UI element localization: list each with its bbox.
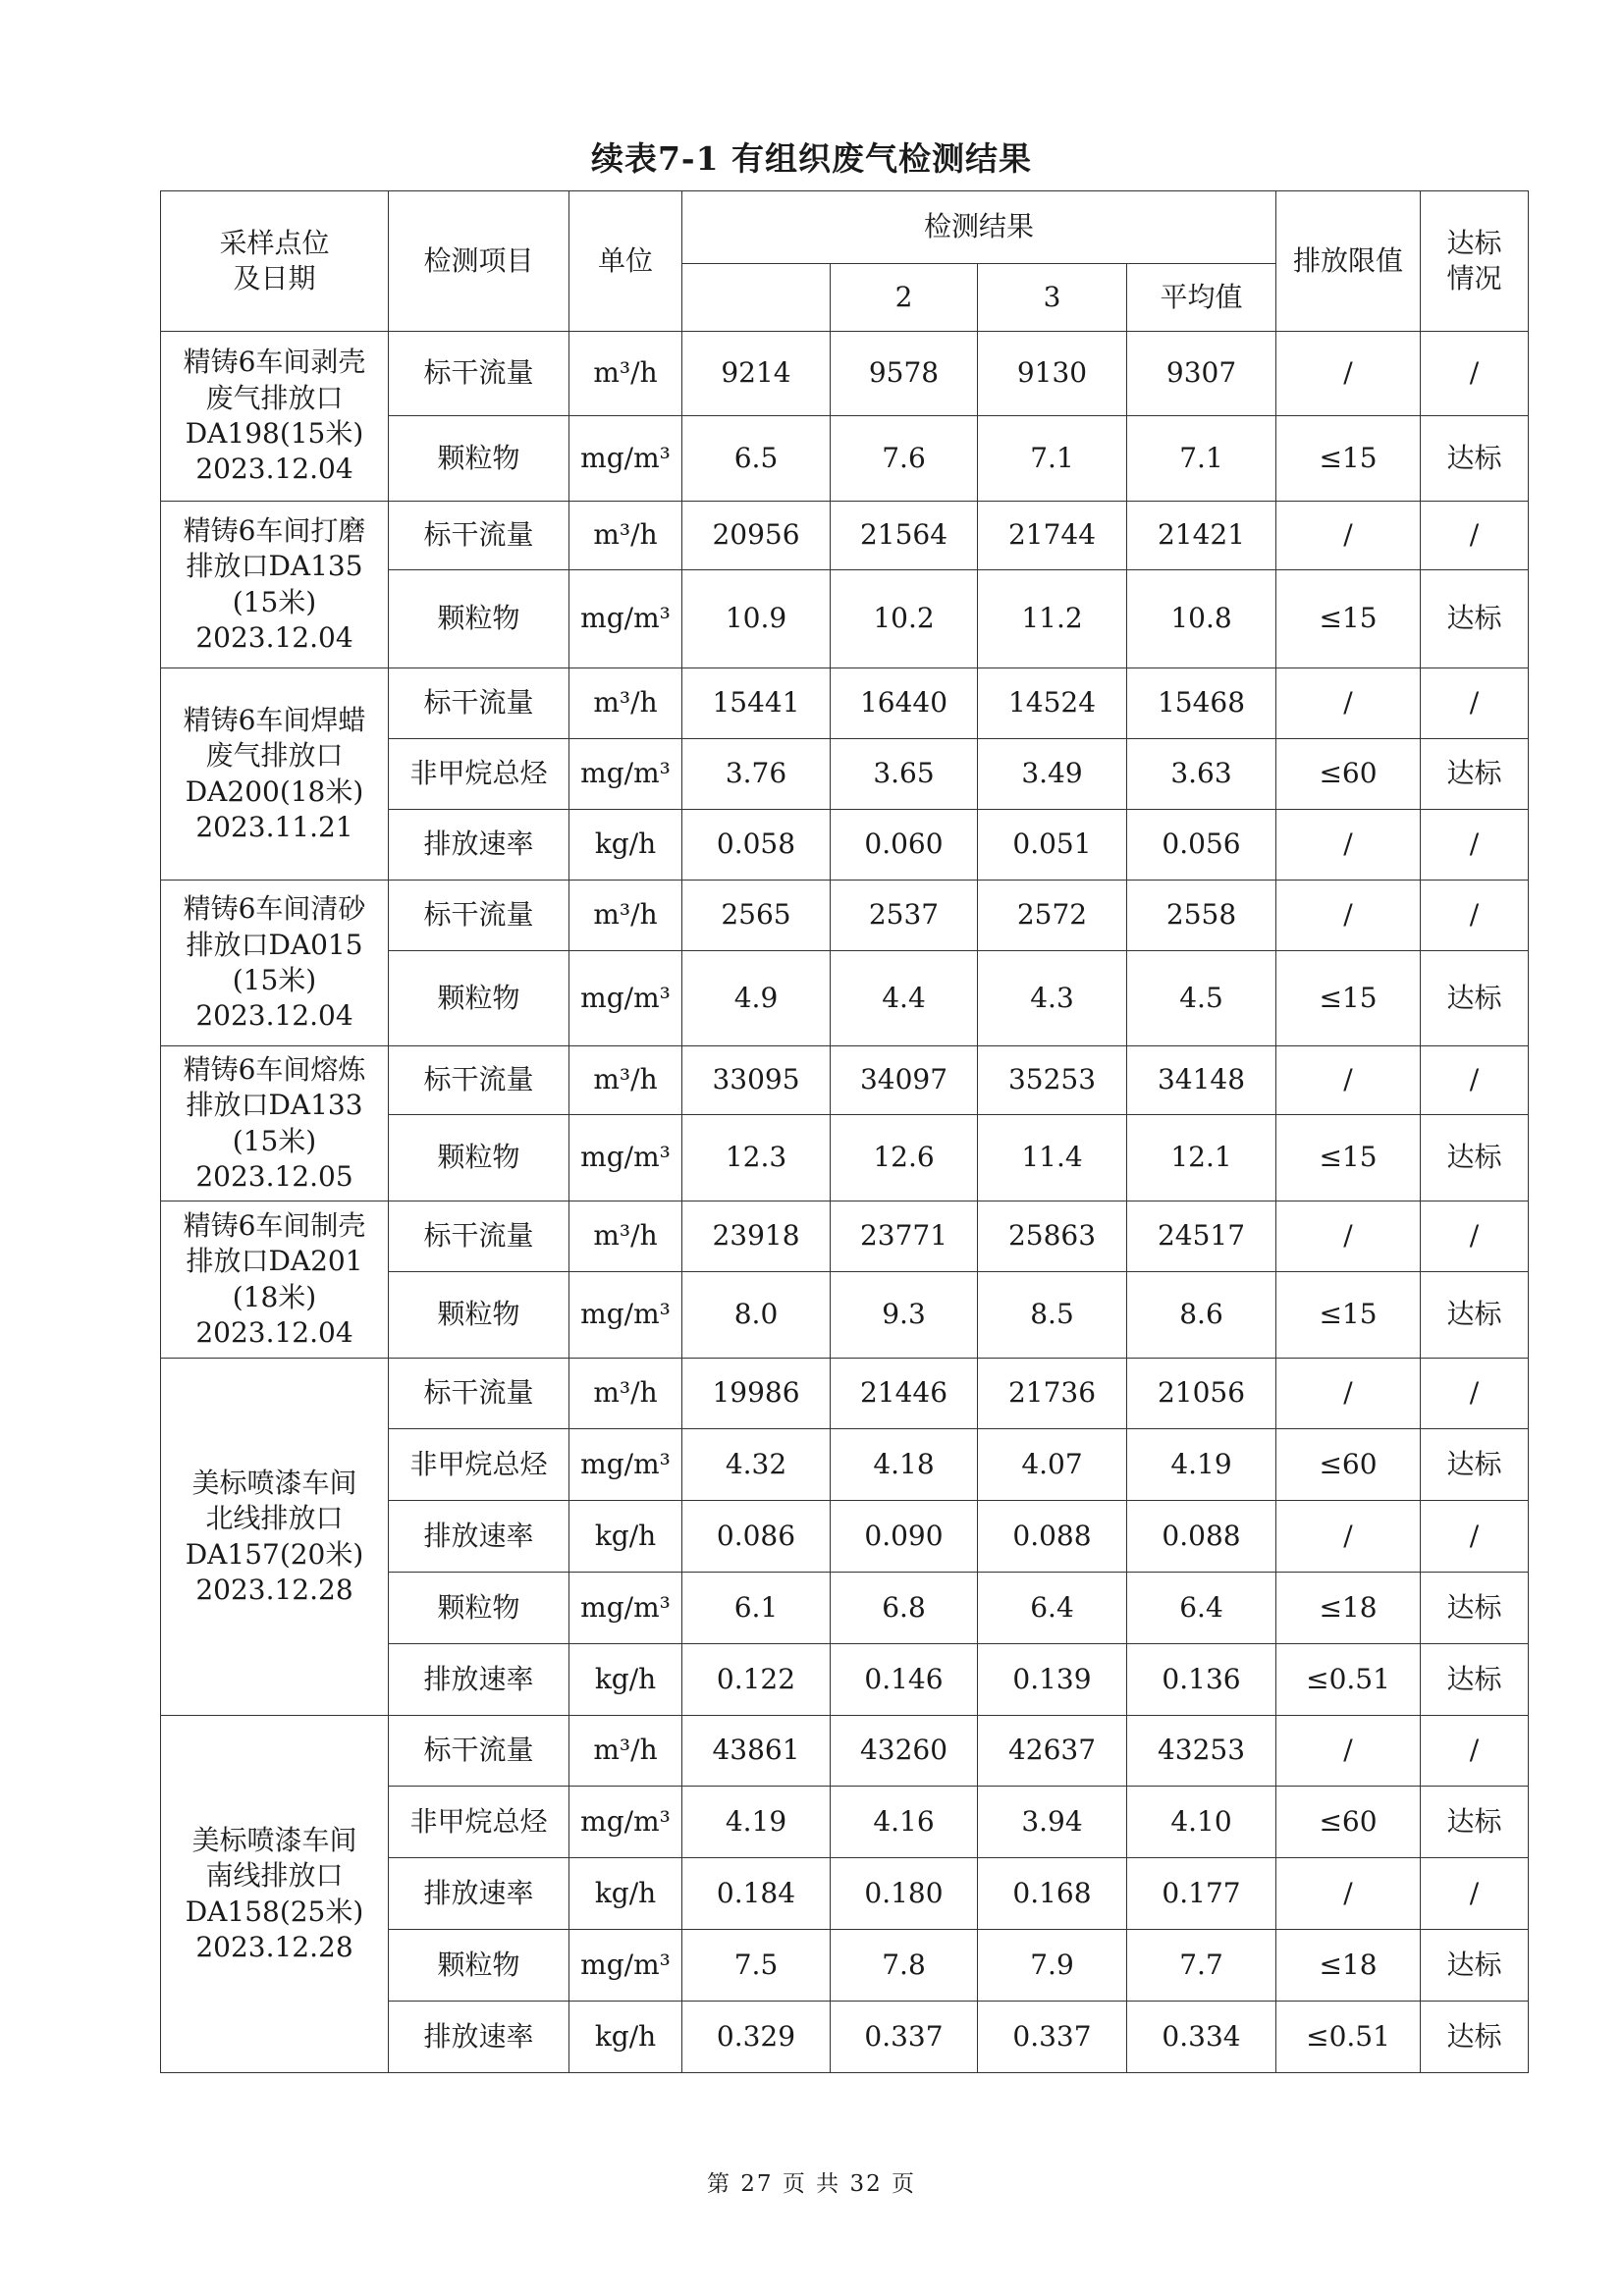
result-cell: 7.6 bbox=[831, 416, 978, 502]
result-cell: 0.139 bbox=[978, 1644, 1127, 1716]
site-line: (15米) bbox=[232, 964, 317, 996]
site-line: 精铸6车间清砂 bbox=[183, 892, 366, 926]
average-cell: 0.136 bbox=[1127, 1644, 1276, 1716]
average-cell: 4.19 bbox=[1127, 1429, 1276, 1501]
sampling-site-cell bbox=[161, 881, 389, 1046]
average-cell: 6.4 bbox=[1127, 1573, 1276, 1644]
result-cell: 7.1 bbox=[978, 416, 1127, 502]
site-line: 排放口DA133 bbox=[186, 1089, 363, 1122]
unit-cell: m³/h bbox=[569, 1359, 682, 1429]
result-cell: 10.2 bbox=[831, 570, 978, 668]
result-cell: 3.49 bbox=[978, 739, 1127, 810]
average-cell: 0.056 bbox=[1127, 810, 1276, 881]
result-cell: 42637 bbox=[978, 1716, 1127, 1787]
site-line: 南线排放口 bbox=[205, 1859, 344, 1893]
site-line: 精铸6车间熔炼 bbox=[183, 1052, 366, 1086]
site-line: 精铸6车间打磨 bbox=[183, 513, 366, 547]
status-cell: 达标 bbox=[1421, 1930, 1529, 2002]
item-cell: 非甲烷总烃 bbox=[389, 1787, 569, 1858]
header-run-2: 2 bbox=[831, 264, 978, 332]
header-site-line: 采样点位 bbox=[219, 226, 330, 259]
header-site-line: 及日期 bbox=[233, 262, 316, 294]
result-cell: 4.3 bbox=[978, 951, 1127, 1046]
limit-cell: / bbox=[1276, 1359, 1421, 1429]
unit-cell: mg/m³ bbox=[569, 570, 682, 668]
result-cell: 0.146 bbox=[831, 1644, 978, 1716]
item-cell: 颗粒物 bbox=[389, 570, 569, 668]
site-line: 2023.12.04 bbox=[195, 453, 353, 486]
site-line: DA198(15米) bbox=[185, 417, 364, 450]
status-cell: 达标 bbox=[1421, 1272, 1529, 1359]
site-line: DA200(18米) bbox=[185, 774, 364, 808]
site-line: 废气排放口 bbox=[205, 381, 344, 414]
result-cell: 43861 bbox=[682, 1716, 831, 1787]
limit-cell: / bbox=[1276, 1716, 1421, 1787]
limit-cell: ≤15 bbox=[1276, 1272, 1421, 1359]
site-line: 2023.12.04 bbox=[195, 1315, 353, 1349]
result-cell: 0.184 bbox=[682, 1858, 831, 1930]
site-line: (18米) bbox=[232, 1280, 317, 1313]
status-cell: / bbox=[1421, 810, 1529, 881]
result-cell: 19986 bbox=[682, 1359, 831, 1429]
result-cell: 4.16 bbox=[831, 1787, 978, 1858]
site-line: 美标喷漆车间 bbox=[191, 1823, 357, 1856]
status-cell: / bbox=[1421, 1501, 1529, 1573]
limit-cell: ≤18 bbox=[1276, 1930, 1421, 2002]
table-row bbox=[161, 502, 1529, 570]
site-line: 2023.12.04 bbox=[195, 999, 353, 1033]
item-cell: 颗粒物 bbox=[389, 1930, 569, 2002]
item-cell: 颗粒物 bbox=[389, 416, 569, 502]
average-cell: 10.8 bbox=[1127, 570, 1276, 668]
item-cell: 标干流量 bbox=[389, 1046, 569, 1115]
site-line: 精铸6车间剥壳 bbox=[183, 346, 366, 379]
table-row bbox=[161, 1046, 1529, 1115]
average-cell: 43253 bbox=[1127, 1716, 1276, 1787]
result-cell: 3.94 bbox=[978, 1787, 1127, 1858]
limit-cell: ≤15 bbox=[1276, 1115, 1421, 1201]
result-cell: 23771 bbox=[831, 1201, 978, 1272]
result-cell: 23918 bbox=[682, 1201, 831, 1272]
sampling-site-cell bbox=[161, 668, 389, 881]
item-cell: 排放速率 bbox=[389, 1858, 569, 1930]
site-line: 排放口DA015 bbox=[186, 928, 363, 961]
result-cell: 0.060 bbox=[831, 810, 978, 881]
site-line: 2023.12.28 bbox=[195, 1573, 353, 1606]
site-line: 北线排放口 bbox=[205, 1502, 344, 1535]
status-cell: / bbox=[1421, 332, 1529, 416]
item-cell: 标干流量 bbox=[389, 502, 569, 570]
item-cell: 标干流量 bbox=[389, 1201, 569, 1272]
unit-cell: m³/h bbox=[569, 1201, 682, 1272]
result-cell: 8.0 bbox=[682, 1272, 831, 1359]
site-line: 精铸6车间焊蜡 bbox=[183, 703, 366, 736]
unit-cell: m³/h bbox=[569, 881, 682, 951]
item-cell: 排放速率 bbox=[389, 1501, 569, 1573]
site-line: 2023.11.21 bbox=[195, 810, 353, 843]
result-cell: 3.65 bbox=[831, 739, 978, 810]
unit-cell: mg/m³ bbox=[569, 739, 682, 810]
result-cell: 11.4 bbox=[978, 1115, 1127, 1201]
status-cell: 达标 bbox=[1421, 1429, 1529, 1501]
site-line: DA157(20米) bbox=[185, 1537, 364, 1571]
average-cell: 3.63 bbox=[1127, 739, 1276, 810]
site-line: (15米) bbox=[232, 1124, 317, 1157]
item-cell: 排放速率 bbox=[389, 2002, 569, 2073]
status-cell: / bbox=[1421, 502, 1529, 570]
header-status bbox=[1421, 191, 1529, 332]
result-cell: 8.5 bbox=[978, 1272, 1127, 1359]
average-cell: 0.334 bbox=[1127, 2002, 1276, 2073]
result-cell: 4.4 bbox=[831, 951, 978, 1046]
table-row bbox=[161, 332, 1529, 416]
header-site bbox=[161, 191, 389, 332]
average-cell: 0.177 bbox=[1127, 1858, 1276, 1930]
result-cell: 21564 bbox=[831, 502, 978, 570]
result-cell: 10.9 bbox=[682, 570, 831, 668]
unit-cell: m³/h bbox=[569, 332, 682, 416]
item-cell: 标干流量 bbox=[389, 332, 569, 416]
table-body bbox=[161, 332, 1529, 2073]
result-cell: 0.122 bbox=[682, 1644, 831, 1716]
status-cell: 达标 bbox=[1421, 1787, 1529, 1858]
unit-cell: kg/h bbox=[569, 1501, 682, 1573]
limit-cell: ≤15 bbox=[1276, 951, 1421, 1046]
sampling-site-cell bbox=[161, 1201, 389, 1359]
result-cell: 7.9 bbox=[978, 1930, 1127, 2002]
page-title: 续表7-1 有组织废气检测结果 bbox=[590, 139, 1033, 178]
result-cell: 6.8 bbox=[831, 1573, 978, 1644]
header-run-3: 3 bbox=[978, 264, 1127, 332]
average-cell: 4.10 bbox=[1127, 1787, 1276, 1858]
result-cell: 9214 bbox=[682, 332, 831, 416]
average-cell: 34148 bbox=[1127, 1046, 1276, 1115]
result-cell: 0.329 bbox=[682, 2002, 831, 2073]
status-cell: 达标 bbox=[1421, 1644, 1529, 1716]
result-cell: 21736 bbox=[978, 1359, 1127, 1429]
result-cell: 4.32 bbox=[682, 1429, 831, 1501]
status-cell: / bbox=[1421, 881, 1529, 951]
emission-results-table bbox=[160, 190, 1529, 2073]
result-cell: 33095 bbox=[682, 1046, 831, 1115]
result-cell: 0.180 bbox=[831, 1858, 978, 1930]
limit-cell: ≤15 bbox=[1276, 570, 1421, 668]
limit-cell: ≤18 bbox=[1276, 1573, 1421, 1644]
site-line: 美标喷漆车间 bbox=[191, 1466, 357, 1499]
unit-cell: m³/h bbox=[569, 1716, 682, 1787]
item-cell: 标干流量 bbox=[389, 881, 569, 951]
site-line: 废气排放口 bbox=[205, 739, 344, 773]
limit-cell: / bbox=[1276, 502, 1421, 570]
item-cell: 排放速率 bbox=[389, 1644, 569, 1716]
unit-cell: mg/m³ bbox=[569, 951, 682, 1046]
status-cell: / bbox=[1421, 1858, 1529, 1930]
sampling-site-cell bbox=[161, 332, 389, 502]
result-cell: 16440 bbox=[831, 668, 978, 739]
status-cell: 达标 bbox=[1421, 570, 1529, 668]
status-cell: 达标 bbox=[1421, 951, 1529, 1046]
unit-cell: mg/m³ bbox=[569, 1930, 682, 2002]
status-cell: 达标 bbox=[1421, 2002, 1529, 2073]
sampling-site-cell bbox=[161, 1359, 389, 1716]
average-cell: 12.1 bbox=[1127, 1115, 1276, 1201]
result-cell: 4.07 bbox=[978, 1429, 1127, 1501]
result-cell: 0.337 bbox=[831, 2002, 978, 2073]
unit-cell: kg/h bbox=[569, 810, 682, 881]
table-row bbox=[161, 1359, 1529, 1429]
average-cell: 21421 bbox=[1127, 502, 1276, 570]
average-cell: 21056 bbox=[1127, 1359, 1276, 1429]
result-cell: 2572 bbox=[978, 881, 1127, 951]
result-cell: 6.4 bbox=[978, 1573, 1127, 1644]
limit-cell: ≤0.51 bbox=[1276, 2002, 1421, 2073]
result-cell: 0.086 bbox=[682, 1501, 831, 1573]
status-cell: 达标 bbox=[1421, 1573, 1529, 1644]
header-item: 检测项目 bbox=[389, 191, 569, 332]
item-cell: 排放速率 bbox=[389, 810, 569, 881]
average-cell: 7.7 bbox=[1127, 1930, 1276, 2002]
site-line: 2023.12.04 bbox=[195, 620, 353, 654]
result-cell: 12.6 bbox=[831, 1115, 978, 1201]
site-line: 2023.12.28 bbox=[195, 1930, 353, 1963]
limit-cell: ≤60 bbox=[1276, 1787, 1421, 1858]
site-line: 精铸6车间制壳 bbox=[183, 1208, 366, 1242]
unit-cell: m³/h bbox=[569, 668, 682, 739]
sampling-site-cell bbox=[161, 1716, 389, 2073]
limit-cell: / bbox=[1276, 881, 1421, 951]
status-cell: / bbox=[1421, 1046, 1529, 1115]
site-line: (15米) bbox=[232, 585, 317, 618]
result-cell: 11.2 bbox=[978, 570, 1127, 668]
result-cell: 9.3 bbox=[831, 1272, 978, 1359]
table-row bbox=[161, 881, 1529, 951]
item-cell: 标干流量 bbox=[389, 1716, 569, 1787]
result-cell: 9578 bbox=[831, 332, 978, 416]
result-cell: 2565 bbox=[682, 881, 831, 951]
result-cell: 21446 bbox=[831, 1359, 978, 1429]
site-line: 排放口DA135 bbox=[186, 550, 363, 583]
sampling-site-cell bbox=[161, 502, 389, 668]
status-cell: 达标 bbox=[1421, 1115, 1529, 1201]
average-cell: 24517 bbox=[1127, 1201, 1276, 1272]
limit-cell: ≤60 bbox=[1276, 739, 1421, 810]
result-cell: 0.168 bbox=[978, 1858, 1127, 1930]
limit-cell: / bbox=[1276, 1046, 1421, 1115]
header-results: 检测结果 bbox=[682, 191, 1276, 264]
status-cell: / bbox=[1421, 1359, 1529, 1429]
item-cell: 标干流量 bbox=[389, 1359, 569, 1429]
item-cell: 颗粒物 bbox=[389, 951, 569, 1046]
unit-cell: kg/h bbox=[569, 1858, 682, 1930]
average-cell: 0.088 bbox=[1127, 1501, 1276, 1573]
limit-cell: / bbox=[1276, 332, 1421, 416]
average-cell: 15468 bbox=[1127, 668, 1276, 739]
unit-cell: kg/h bbox=[569, 2002, 682, 2073]
item-cell: 标干流量 bbox=[389, 668, 569, 739]
result-cell: 20956 bbox=[682, 502, 831, 570]
result-cell: 0.090 bbox=[831, 1501, 978, 1573]
unit-cell: mg/m³ bbox=[569, 1272, 682, 1359]
result-cell: 3.76 bbox=[682, 739, 831, 810]
page-footer: 第 27 页 共 32 页 bbox=[706, 2171, 917, 2197]
status-cell: / bbox=[1421, 668, 1529, 739]
result-cell: 25863 bbox=[978, 1201, 1127, 1272]
unit-cell: mg/m³ bbox=[569, 416, 682, 502]
result-cell: 7.8 bbox=[831, 1930, 978, 2002]
average-cell: 8.6 bbox=[1127, 1272, 1276, 1359]
result-cell: 15441 bbox=[682, 668, 831, 739]
unit-cell: mg/m³ bbox=[569, 1787, 682, 1858]
average-cell: 4.5 bbox=[1127, 951, 1276, 1046]
result-cell: 4.19 bbox=[682, 1787, 831, 1858]
item-cell: 颗粒物 bbox=[389, 1115, 569, 1201]
site-line: 2023.12.05 bbox=[195, 1159, 353, 1193]
result-cell: 0.051 bbox=[978, 810, 1127, 881]
header-status-line: 情况 bbox=[1446, 262, 1502, 294]
status-cell: 达标 bbox=[1421, 739, 1529, 810]
result-cell: 9130 bbox=[978, 332, 1127, 416]
sampling-site-cell bbox=[161, 1046, 389, 1201]
unit-cell: m³/h bbox=[569, 1046, 682, 1115]
unit-cell: mg/m³ bbox=[569, 1429, 682, 1501]
average-cell: 9307 bbox=[1127, 332, 1276, 416]
table-row bbox=[161, 668, 1529, 739]
result-cell: 4.9 bbox=[682, 951, 831, 1046]
limit-cell: ≤15 bbox=[1276, 416, 1421, 502]
limit-cell: / bbox=[1276, 1858, 1421, 1930]
result-cell: 0.058 bbox=[682, 810, 831, 881]
item-cell: 非甲烷总烃 bbox=[389, 1429, 569, 1501]
limit-cell: / bbox=[1276, 810, 1421, 881]
result-cell: 43260 bbox=[831, 1716, 978, 1787]
result-cell: 6.1 bbox=[682, 1573, 831, 1644]
result-cell: 4.18 bbox=[831, 1429, 978, 1501]
limit-cell: / bbox=[1276, 668, 1421, 739]
site-line: DA158(25米) bbox=[185, 1895, 364, 1928]
header-limit: 排放限值 bbox=[1276, 191, 1421, 332]
item-cell: 颗粒物 bbox=[389, 1272, 569, 1359]
unit-cell: kg/h bbox=[569, 1644, 682, 1716]
item-cell: 颗粒物 bbox=[389, 1573, 569, 1644]
average-cell: 7.1 bbox=[1127, 416, 1276, 502]
table-header bbox=[161, 191, 1529, 332]
status-cell: / bbox=[1421, 1716, 1529, 1787]
average-cell: 2558 bbox=[1127, 881, 1276, 951]
result-cell: 6.5 bbox=[682, 416, 831, 502]
site-line: 排放口DA201 bbox=[186, 1245, 363, 1278]
result-cell: 14524 bbox=[978, 668, 1127, 739]
status-cell: / bbox=[1421, 1201, 1529, 1272]
header-run-1 bbox=[682, 264, 831, 332]
header-average: 平均值 bbox=[1127, 264, 1276, 332]
result-cell: 0.088 bbox=[978, 1501, 1127, 1573]
header-unit: 单位 bbox=[569, 191, 682, 332]
result-cell: 2537 bbox=[831, 881, 978, 951]
table-row bbox=[161, 1716, 1529, 1787]
limit-cell: / bbox=[1276, 1201, 1421, 1272]
item-cell: 非甲烷总烃 bbox=[389, 739, 569, 810]
unit-cell: mg/m³ bbox=[569, 1115, 682, 1201]
result-cell: 12.3 bbox=[682, 1115, 831, 1201]
unit-cell: m³/h bbox=[569, 502, 682, 570]
result-cell: 21744 bbox=[978, 502, 1127, 570]
result-cell: 0.337 bbox=[978, 2002, 1127, 2073]
table-row bbox=[161, 1201, 1529, 1272]
status-cell: 达标 bbox=[1421, 416, 1529, 502]
result-cell: 35253 bbox=[978, 1046, 1127, 1115]
limit-cell: / bbox=[1276, 1501, 1421, 1573]
result-cell: 7.5 bbox=[682, 1930, 831, 2002]
header-status-line: 达标 bbox=[1446, 226, 1502, 259]
limit-cell: ≤0.51 bbox=[1276, 1644, 1421, 1716]
limit-cell: ≤60 bbox=[1276, 1429, 1421, 1501]
unit-cell: mg/m³ bbox=[569, 1573, 682, 1644]
result-cell: 34097 bbox=[831, 1046, 978, 1115]
